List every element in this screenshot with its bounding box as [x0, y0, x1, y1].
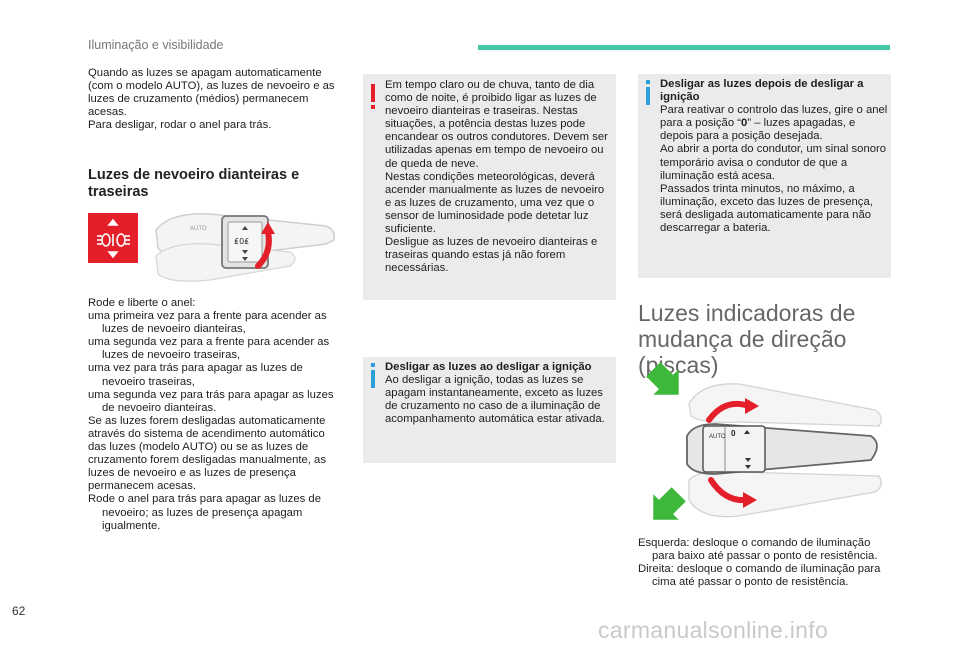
- fog-bullet-text: uma vez para trás para apagar as luzes de nevoeiro traseiras,: [88, 362, 303, 388]
- info-icon: [371, 370, 375, 388]
- info-text: [385, 361, 613, 426]
- header-accent-line: [478, 45, 890, 50]
- info-body: Ao desligar a ignição, todas as luzes se apagam instantaneamente, exceto as luzes de cruzamento no caso de a iluminação de acompanhamento automática estar ativada.: [385, 374, 605, 426]
- fog-bullet-2: [88, 336, 340, 362]
- fog-light-icon: [88, 213, 138, 263]
- stalk-auto-label: AUTO: [709, 434, 726, 440]
- warning-paragraph-1: Em tempo claro ou de chuva, tanto de dia como de noite, é proibido ligar as luzes de nevoeiro dianteiras e traseiras. Nestas situações, a potência destas luzes pode encandear os outros condutores. Devem ser utilizadas apenas em tempo de nevoeiro ou de queda de neve.: [385, 79, 608, 170]
- fog-instructions: [88, 297, 340, 533]
- turn-right-bullet: [638, 563, 890, 589]
- down-arrow-icon: [641, 482, 692, 532]
- auto-label: AUTO: [190, 226, 207, 232]
- fog-bullet-text: uma segunda vez para a frente para acender as luzes de nevoeiro traseiras,: [88, 336, 330, 362]
- info-body-post: ” – luzes apagadas, e depois para a posição desejada.: [660, 117, 856, 143]
- turn-signal-stalk: [685, 376, 891, 526]
- info-icon: [646, 87, 650, 105]
- up-arrow-icon: [641, 362, 692, 407]
- info-box-ignition-off: [363, 357, 616, 463]
- fog-bullet-1: [88, 310, 340, 336]
- info-title: Desligar as luzes depois de desligar a ignição: [660, 78, 864, 104]
- fog-bullet-5: [88, 493, 340, 532]
- warning-icon-dot: [371, 105, 375, 109]
- warning-paragraph-2: Nestas condições meteorológicas, deverá acender manualmente as luzes de nevoeiro e as luzes de cruzamento, uma vez que o sensor de luminosidade pode detetar luz suficiente.: [385, 170, 605, 236]
- turn-bullet-text: Direita: desloque o comando de iluminação para cima até passar o ponto de resistência.: [638, 563, 881, 589]
- info-paragraph-2: Ao abrir a porta do condutor, um sinal sonoro temporário avisa o condutor de que a iluminação está acesa.: [660, 143, 887, 182]
- intro-bullet: [88, 119, 340, 132]
- info-icon-dot: [371, 363, 375, 367]
- fog-bullet-3: [88, 362, 340, 388]
- page-number: 62: [12, 604, 26, 618]
- info-text: [660, 78, 888, 235]
- info-title: Desligar as luzes ao desligar a ignição: [385, 361, 592, 373]
- info-body: [660, 104, 888, 143]
- fog-bullet-text: Rode o anel para trás para apagar as luzes de nevoeiro; as luzes de presença apagam igualmente.: [88, 493, 321, 532]
- watermark: carmanualsonline.info: [598, 617, 829, 643]
- info-icon-dot: [646, 80, 650, 84]
- fog-lights-heading: Luzes de nevoeiro dianteiras e traseiras: [88, 167, 300, 200]
- turn-signal-instructions: [638, 537, 890, 589]
- fog-bullet-4: [88, 389, 340, 415]
- stalk-zero-label: 0: [731, 429, 736, 438]
- info-box-after-ignition: [638, 74, 891, 278]
- fog-bullet-text: uma segunda vez para trás para apagar as luzes de nevoeiro dianteiras.: [88, 388, 334, 414]
- warning-paragraph-3: Desligue as luzes de nevoeiro dianteiras e traseiras quando estas já não forem necessárias.: [385, 236, 598, 275]
- fog-lead: Rode e liberte o anel:: [88, 297, 196, 309]
- turn-signals-title: Luzes indicadoras de mudança de direção (piscas): [638, 300, 856, 378]
- intro-bullet-text: Para desligar, rodar o anel para trás.: [88, 119, 272, 132]
- info-paragraph-3: Passados trinta minutos, no máximo, a iluminação, exceto das luzes de presença, será desligada automaticamente para não descarregar a bateria.: [660, 182, 873, 235]
- warning-text: [385, 79, 613, 275]
- intro-block: [88, 67, 340, 132]
- info-body-pre: Para reativar o controlo das luzes, gire o anel para a posição “: [660, 104, 888, 130]
- turn-bullet-text: Esquerda: desloque o comando de iluminação para baixo até passar o ponto de resistência.: [638, 537, 878, 563]
- fog-paragraph: Se as luzes forem desligadas automaticamente através do sistema de acendimento automático das luzes (modelo AUTO) ou se as luzes de cruzamento forem desligadas manualmente, as luzes de nevoeiro e as luzes de presença permanecem acesas.: [88, 414, 326, 493]
- warning-box: [363, 74, 616, 300]
- svg-text:₤0₤: ₤0₤: [234, 237, 250, 246]
- fog-bullet-text: uma primeira vez para a frente para acender as luzes de nevoeiro dianteiras,: [88, 310, 327, 336]
- warning-icon: [371, 84, 375, 102]
- section-header-title: Iluminação e visibilidade: [88, 38, 224, 52]
- intro-paragraph: Quando as luzes se apagam automaticamente (com o modelo AUTO), as luzes de nevoeiro e as luzes de cruzamento (médios) permanecem acesas.: [88, 67, 335, 119]
- turn-left-bullet: [638, 537, 890, 563]
- fog-stalk-illustration: [150, 200, 340, 288]
- position-zero: 0: [741, 117, 748, 130]
